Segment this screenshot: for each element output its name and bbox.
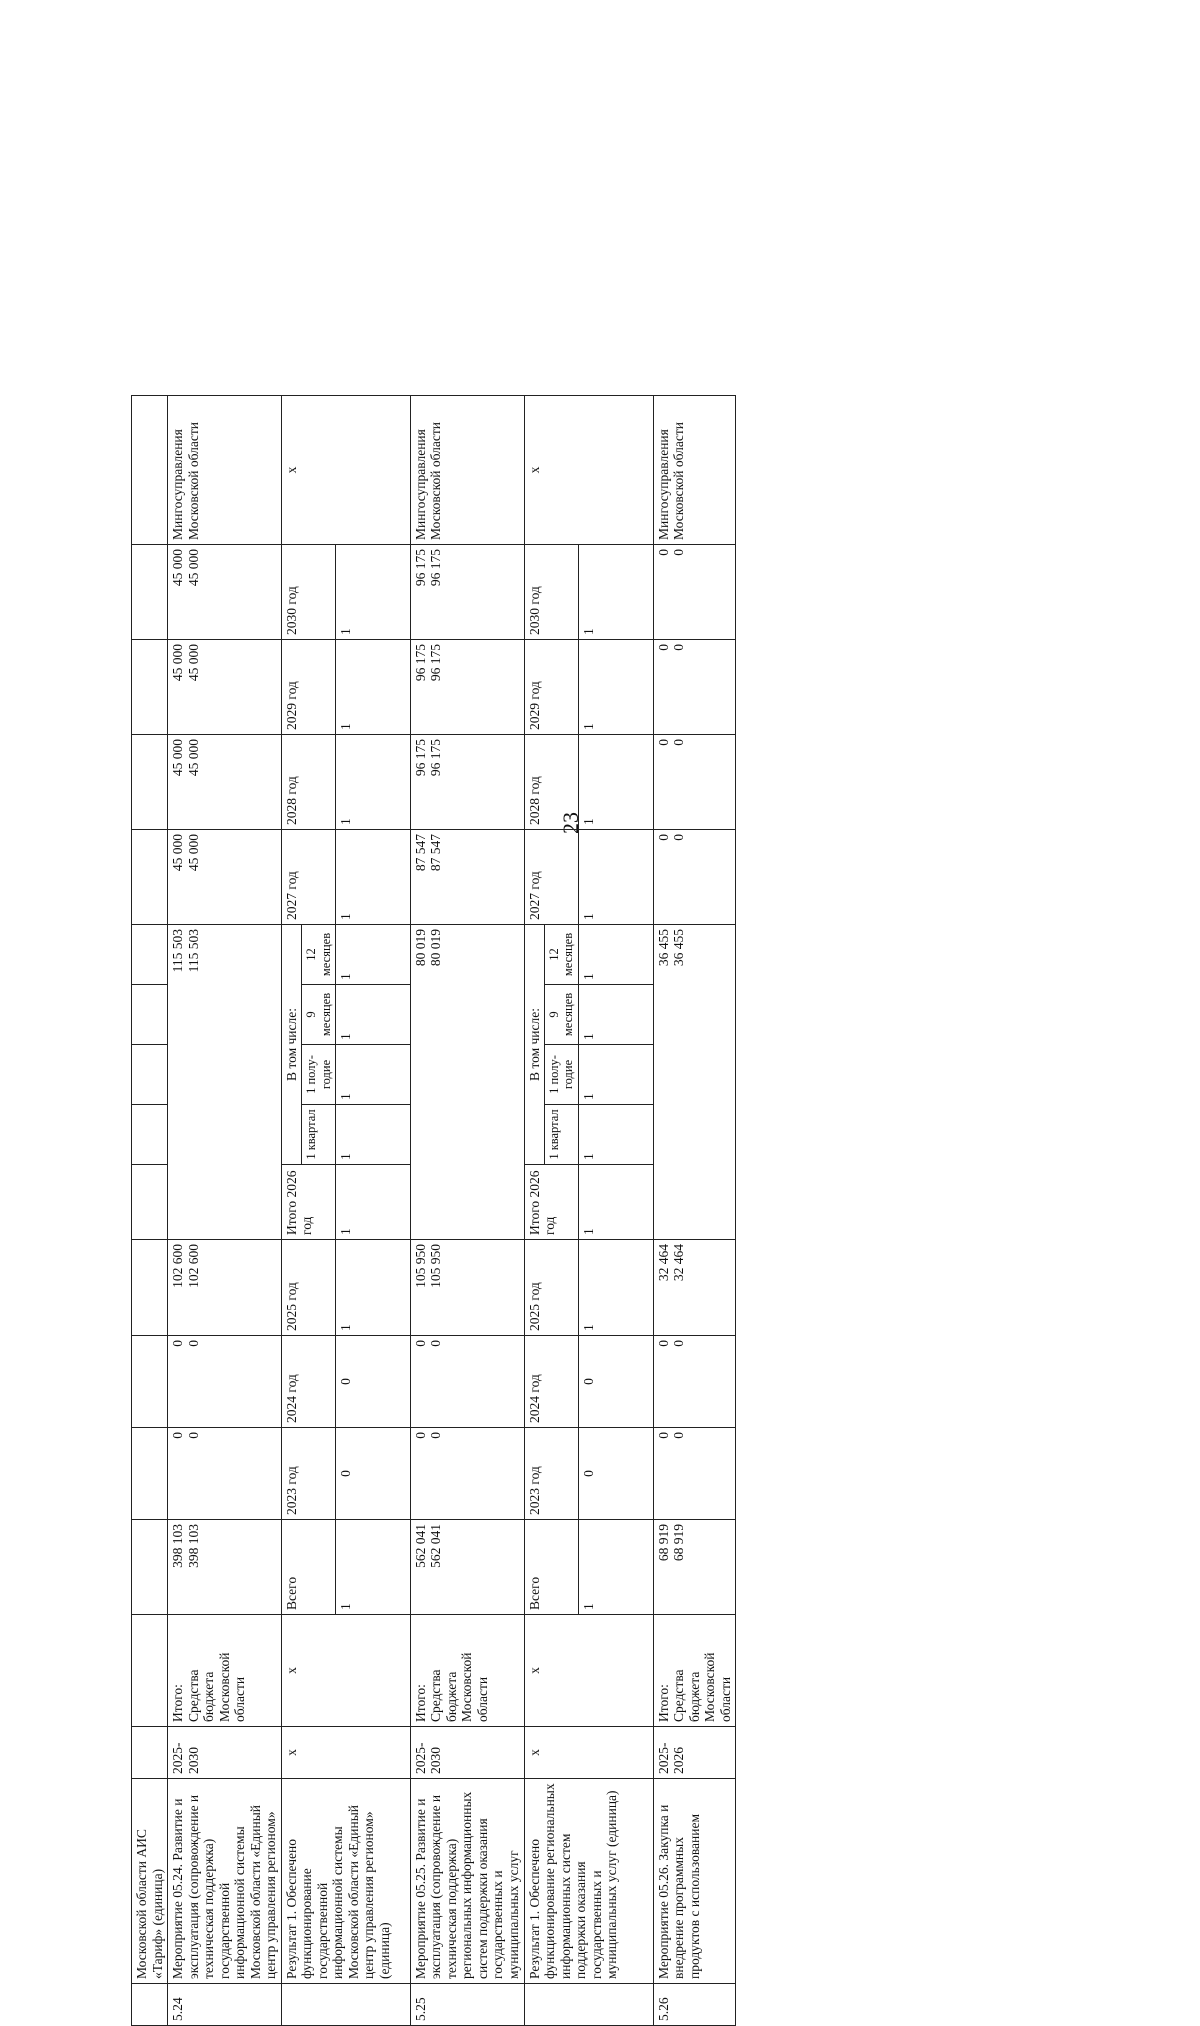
carryover-row — [132, 396, 168, 2026]
carryover-text: Московской области АИС «Тариф» (единица) — [132, 1779, 168, 1984]
row-2024: 0 0 — [653, 1336, 736, 1428]
row-sources: Итого: Средства бюджета Московской области — [653, 1615, 736, 1727]
result-subheader-row: 1 квартал 1 полу-годие 9 месяцев 12 месяцев — [545, 396, 579, 2026]
row-total: 562 041 562 041 — [410, 1520, 524, 1615]
result-values-row: 1 0 0 1 1 1 1 1 1 1 1 1 1 — [578, 396, 653, 2026]
row-2030: 45 000 45 000 — [168, 545, 282, 640]
row-2025: 102 600 102 600 — [168, 1240, 282, 1336]
row-2026: 80 019 80 019 — [410, 925, 524, 1240]
row-period: 2025-2026 — [653, 1727, 736, 1779]
row-responsible: Мингосуправления Московской области — [410, 396, 524, 545]
row-id: 5.24 — [168, 1984, 282, 2026]
row-2030: 0 0 — [653, 545, 736, 640]
row-2023: 0 0 — [168, 1428, 282, 1520]
row-2025: 105 950 105 950 — [410, 1240, 524, 1336]
row-responsible: Мингосуправления Московской области — [653, 396, 736, 545]
row-2023: 0 0 — [653, 1428, 736, 1520]
rotated-table-sheet — [131, 406, 1081, 2026]
row-period: 2025-2030 — [410, 1727, 524, 1779]
row-2026: 115 503 115 503 — [168, 925, 282, 1240]
row-2023: 0 0 — [410, 1428, 524, 1520]
row-2027: 0 0 — [653, 830, 736, 925]
row-2029: 0 0 — [653, 640, 736, 735]
result-header-row: Результат 1. Обеспечено функционирование государственной информационной системы Московской области «Единый центр управления регионом» (единица) х х Всего 2023 год 2024 год 2025 год Итого 2026 год В том числе: 2027 год 2028 год 2029 год 2030 год х — [281, 396, 302, 2026]
result-header-row: Результат 1. Обеспечено функционирование региональных информационных систем поддержки оказания государственных и муниципальных услуг (единица) х х Всего 2023 год 2024 год 2025 год Итого 2026 год В том числе: 2027 год 2028 год 2029 год 2030 год х — [524, 396, 545, 2026]
row-name: Мероприятие 05.25. Развитие и эксплуатация (сопровождение и техническая поддержка) региональных информационных систем поддержки оказания государственных и муниципальных услуг — [410, 1779, 524, 1984]
program-table — [131, 395, 736, 2026]
row-2027: 45 000 45 000 — [168, 830, 282, 925]
row-id: 5.26 — [653, 1984, 736, 2026]
row-2026: 36 455 36 455 — [653, 925, 736, 1240]
row-2028: 96 175 96 175 — [410, 735, 524, 830]
table-row — [410, 396, 524, 2026]
page-number: 23 — [558, 812, 583, 834]
row-name: Мероприятие 05.26. Закупка и внедрение программных продуктов с использованием — [653, 1779, 736, 1984]
row-2024: 0 0 — [168, 1336, 282, 1428]
result-name: Результат 1. Обеспечено функционирование государственной информационной системы Московской области «Единый центр управления регионом» (единица) — [281, 1779, 410, 1984]
row-total: 68 919 68 919 — [653, 1520, 736, 1615]
row-2025: 32 464 32 464 — [653, 1240, 736, 1336]
table-row — [168, 396, 282, 2026]
row-2030: 96 175 96 175 — [410, 545, 524, 640]
row-sources: Итого: Средства бюджета Московской области — [168, 1615, 282, 1727]
row-2028: 0 0 — [653, 735, 736, 830]
row-2027: 87 547 87 547 — [410, 830, 524, 925]
row-total: 398 103 398 103 — [168, 1520, 282, 1615]
row-2029: 45 000 45 000 — [168, 640, 282, 735]
result-subheader-row: 1 квартал 1 полу-годие 9 месяцев 12 месяцев — [302, 396, 336, 2026]
row-name: Мероприятие 05.24. Развитие и эксплуатация (сопровождение и техническая поддержка) государственной информационной системы Московской области «Единый центр управления регионом» — [168, 1779, 282, 1984]
table-row — [653, 396, 736, 2026]
row-2028: 45 000 45 000 — [168, 735, 282, 830]
result-values-row: 1 0 0 1 1 1 1 1 1 1 1 1 1 — [335, 396, 410, 2026]
row-responsible: Мингосуправления Московской области — [168, 396, 282, 545]
result-name: Результат 1. Обеспечено функционирование региональных информационных систем поддержки оказания государственных и муниципальных услуг (единица) — [524, 1779, 653, 1984]
row-2024: 0 0 — [410, 1336, 524, 1428]
row-sources: Итого: Средства бюджета Московской области — [410, 1615, 524, 1727]
row-period: 2025-2030 — [168, 1727, 282, 1779]
row-id: 5.25 — [410, 1984, 524, 2026]
row-2029: 96 175 96 175 — [410, 640, 524, 735]
